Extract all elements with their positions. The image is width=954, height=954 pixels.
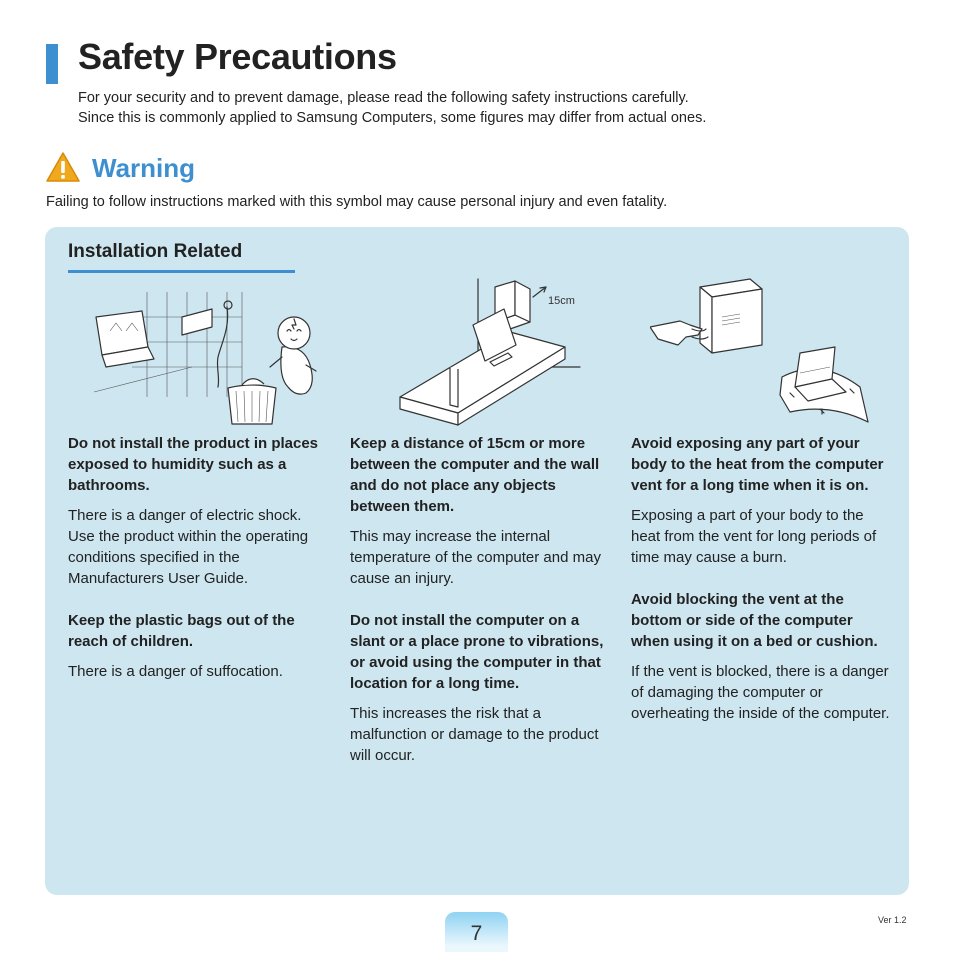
column-2-item-1-heading: Keep a distance of 15cm or more between the computer and the wall and do not place any objects between them. [350, 435, 600, 515]
column-3-item-2-body: If the vent is blocked, there is a danger of damaging the computer or overheating the inside of the computer. [631, 663, 890, 722]
column-1-item-1-heading: Do not install the product in places exposed to humidity such as a bathrooms. [68, 435, 319, 494]
column-3 [631, 433, 891, 745]
section-title-underline [68, 270, 295, 273]
section-title: Installation Related [68, 241, 243, 262]
wall-distance-illustration [390, 277, 590, 427]
column-1-item-1-body: There is a danger of electric shock. Use the product within the operating conditions specified in the Manufacturers User Guide. [68, 507, 309, 587]
version-label: Ver 1.2 [878, 915, 907, 925]
column-3-item-2-heading: Avoid blocking the vent at the bottom or side of the computer when using it on a bed or cushion. [631, 591, 878, 650]
warning-triangle-icon [46, 152, 80, 182]
column-1-item-2-body: There is a danger of suffocation. [68, 663, 283, 680]
title-accent-bar [46, 44, 58, 84]
wall-distance-label: 15cm [548, 295, 575, 307]
column-2-item-2-body: This increases the risk that a malfunction or damage to the product will occur. [350, 705, 599, 764]
column-1 [68, 433, 328, 703]
column-3-item-1-body: Exposing a part of your body to the heat from the vent for long periods of time may cause a burn. [631, 507, 877, 566]
intro-line-1: For your security and to prevent damage, please read the following safety instructions carefully. [78, 90, 689, 106]
warning-title: Warning [92, 153, 196, 183]
column-1-item-2-heading: Keep the plastic bags out of the reach of children. [68, 612, 295, 650]
page-number: 7 [470, 922, 483, 945]
page-title: Safety Precautions [78, 36, 397, 77]
intro-text [78, 88, 706, 128]
bathroom-humidity-illustration [92, 287, 322, 427]
warning-description: Failing to follow instructions marked with this symbol may cause personal injury and even fatality. [46, 194, 668, 210]
page-number-tab [445, 912, 508, 952]
vent-heat-illustration [650, 277, 870, 427]
column-3-item-1-heading: Avoid exposing any part of your body to the heat from the computer vent for a long time when it is on. [631, 435, 884, 494]
column-2-item-1-body: This may increase the internal temperature of the computer and may cause an injury. [350, 528, 601, 587]
intro-line-2: Since this is commonly applied to Samsung Computers, some figures may differ from actual ones. [78, 110, 707, 126]
column-2 [350, 433, 610, 787]
installation-panel [45, 227, 909, 895]
column-2-item-2-heading: Do not install the computer on a slant or a place prone to vibrations, or avoid using the computer in that location for a long time. [350, 612, 604, 692]
